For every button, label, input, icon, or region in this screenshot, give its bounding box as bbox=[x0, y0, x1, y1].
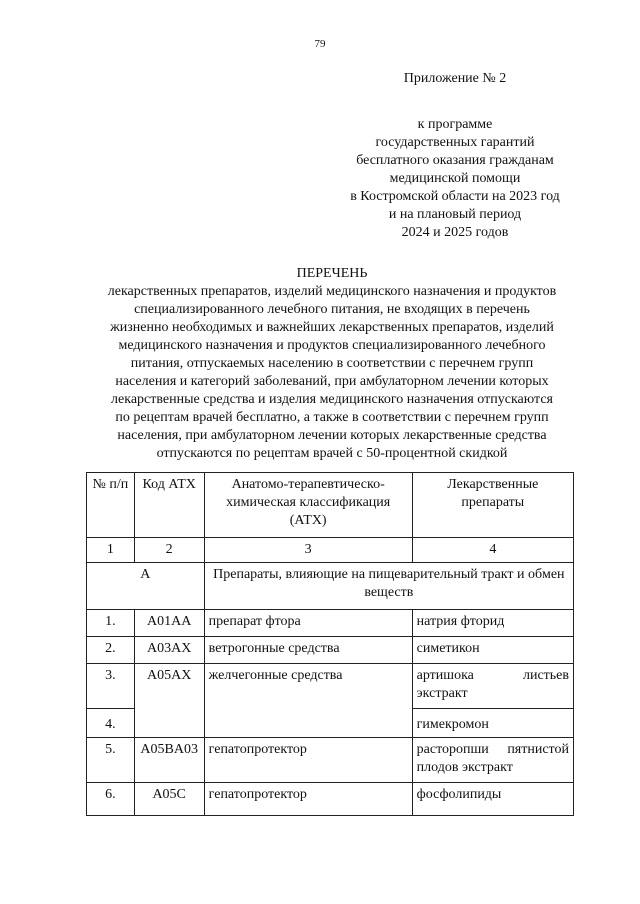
page-number: 79 bbox=[314, 38, 326, 50]
row-num: 4. bbox=[87, 709, 135, 738]
row-code: A05BA03 bbox=[134, 738, 204, 783]
row-drug: симетикон bbox=[412, 637, 573, 664]
row-code: A05AX bbox=[134, 664, 204, 738]
appendix-line: медицинской помощи bbox=[389, 171, 521, 186]
row-classification: препарат фтора bbox=[204, 610, 412, 637]
heading-line: населения и категорий заболеваний, при амбулаторном лечении которых bbox=[115, 374, 549, 389]
row-code: A05C bbox=[134, 783, 204, 816]
heading-line: населения, при амбулаторном лечении которых лекарственные средства bbox=[117, 428, 547, 443]
header-num: № п/п bbox=[87, 473, 135, 538]
row-classification: ветрогонные средства bbox=[204, 637, 412, 664]
row-classification: гепатопротектор bbox=[204, 783, 412, 816]
heading-line: жизненно необходимых и важнейших лекарственных препаратов, изделий bbox=[110, 320, 554, 335]
table-group-row bbox=[87, 563, 574, 610]
heading-line: отпускаются по рецептам врачей с 50-процентной скидкой bbox=[156, 446, 508, 461]
appendix-block bbox=[340, 70, 570, 242]
table-index-row bbox=[87, 538, 574, 563]
header-drugs: Лекарственные препараты bbox=[412, 473, 573, 538]
group-code: А bbox=[87, 563, 205, 610]
index-cell: 3 bbox=[204, 538, 412, 563]
heading-line: по рецептам врачей бесплатно, а также в соответствии с перечнем групп bbox=[115, 410, 549, 425]
heading-line: лекарственные средства и изделия медицинского назначения отпускаются bbox=[111, 392, 553, 407]
row-num: 5. bbox=[87, 738, 135, 783]
index-cell: 2 bbox=[134, 538, 204, 563]
row-num: 1. bbox=[87, 610, 135, 637]
appendix-line: в Костромской области на 2023 год bbox=[350, 189, 560, 204]
header-code: Код АТХ bbox=[134, 473, 204, 538]
row-drug: натрия фторид bbox=[412, 610, 573, 637]
appendix-line: государственных гарантий bbox=[375, 135, 535, 150]
appendix-title: Приложение № 2 bbox=[403, 71, 507, 86]
row-code: A01AA bbox=[134, 610, 204, 637]
appendix-line: бесплатного оказания гражданам bbox=[356, 153, 554, 168]
heading-line: медицинского назначения и продуктов специализированного лечебного bbox=[118, 338, 546, 353]
table-row bbox=[87, 664, 574, 709]
row-drug: расторопши пятнистой плодов экстракт bbox=[412, 738, 573, 783]
document-heading bbox=[84, 265, 580, 463]
table-row bbox=[87, 637, 574, 664]
table-row bbox=[87, 738, 574, 783]
row-classification: гепатопротектор bbox=[204, 738, 412, 783]
appendix-line: 2024 и 2025 годов bbox=[401, 225, 509, 240]
row-classification: желчегонные средства bbox=[204, 664, 412, 738]
table-row bbox=[87, 783, 574, 816]
document-title: ПЕРЕЧЕНЬ bbox=[296, 266, 368, 281]
heading-line: лекарственных препаратов, изделий медицинского назначения и продуктов bbox=[107, 284, 557, 299]
row-num: 3. bbox=[87, 664, 135, 709]
row-drug: фосфолипиды bbox=[412, 783, 573, 816]
heading-line: специализированного лечебного питания, не входящих в перечень bbox=[134, 302, 530, 317]
row-num: 6. bbox=[87, 783, 135, 816]
appendix-line: и на плановый период bbox=[388, 207, 522, 222]
table-row bbox=[87, 610, 574, 637]
header-classification: Анатомо-терапевтическо-химическая классификация (АТХ) bbox=[204, 473, 412, 538]
row-drug: гимекромон bbox=[412, 709, 573, 738]
row-code: A03AX bbox=[134, 637, 204, 664]
row-drug: артишока листьев экстракт bbox=[412, 664, 573, 709]
index-cell: 4 bbox=[412, 538, 573, 563]
appendix-line: к программе bbox=[417, 117, 493, 132]
group-name: Препараты, влияющие на пищеварительный тракт и обмен веществ bbox=[204, 563, 573, 610]
row-num: 2. bbox=[87, 637, 135, 664]
table-header-row bbox=[87, 473, 574, 538]
drug-list-table bbox=[86, 472, 574, 816]
heading-line: питания, отпускаемых населению в соответствии с перечнем групп bbox=[130, 356, 534, 371]
index-cell: 1 bbox=[87, 538, 135, 563]
